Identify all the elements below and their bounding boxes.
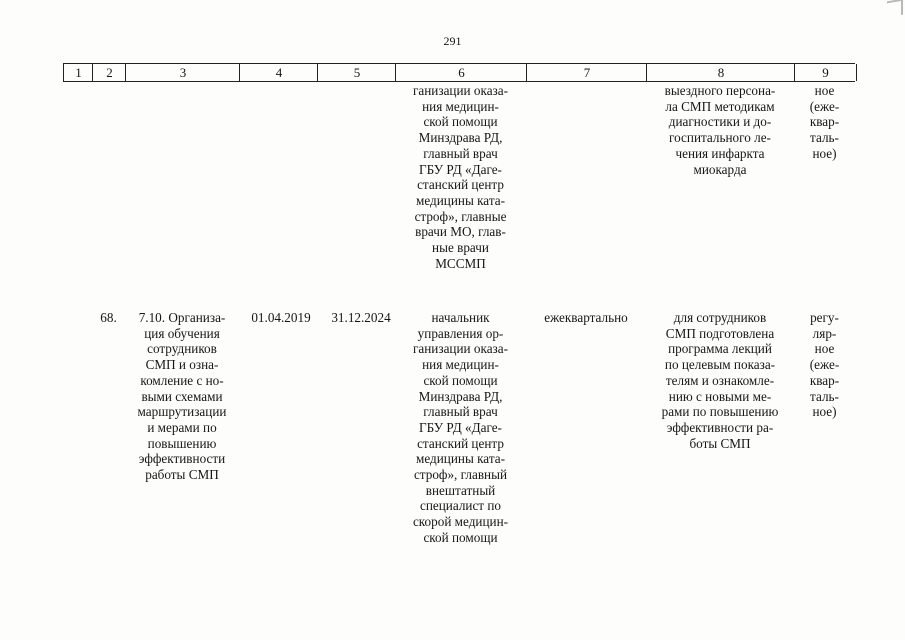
row-68-number: 68. bbox=[100, 310, 117, 325]
row-68-status: регу- ляр- ное (еже- квар- таль- ное) bbox=[809, 310, 840, 420]
continued-status-cell: ное (еже- квар- таль- ное) bbox=[809, 83, 840, 161]
header-col-5: 5 bbox=[317, 64, 396, 81]
row-68-start-date: 01.04.2019 bbox=[251, 310, 311, 325]
row-68-end-date: 31.12.2024 bbox=[331, 310, 391, 325]
row-68-responsible: начальник управления ор- ганизации оказа- ния медицин- ской помощи Минздрава РД, главный врач ГБУ РД «Даге- станский центр медицины ката- строф», главный внештатный специалист по скорой медицин- ской помощи bbox=[412, 310, 509, 545]
header-col-3: 3 bbox=[125, 64, 240, 81]
row-68-title: 7.10. Организа- ция обучения сотрудников СМП и озна- комление с но- выми схемами маршрутизации и мерами по повышению эффективности работы СМП bbox=[137, 310, 227, 483]
header-col-1: 1 bbox=[63, 64, 93, 81]
header-col-7: 7 bbox=[526, 64, 647, 81]
header-col-9: 9 bbox=[794, 64, 857, 81]
continued-result-cell: выездного персона- ла СМП методикам диагностики и до- госпитального ле- чения инфаркта миокарда bbox=[664, 83, 776, 177]
header-col-8: 8 bbox=[646, 64, 795, 81]
header-col-4: 4 bbox=[239, 64, 318, 81]
header-col-2: 2 bbox=[92, 64, 126, 81]
header-col-6: 6 bbox=[395, 64, 527, 81]
page-corner-mark bbox=[887, 0, 903, 17]
page-number: 291 bbox=[443, 34, 462, 48]
row-68-result: для сотрудников СМП подготовлена программа лекций по целевым показа- телям и ознакомле- нию с новыми ме- рами по повышению эффективности ра- боты СМП bbox=[661, 310, 779, 451]
row-68-frequency: ежеквартально bbox=[544, 310, 628, 325]
table-header-row bbox=[63, 63, 855, 82]
continued-responsible-cell: ганизации оказа- ния медицин- ской помощи Минздрава РД, главный врач ГБУ РД «Даге- станский центр медицины ката- строф», главные врачи МО, глав- ные врачи МССМП bbox=[412, 83, 509, 271]
